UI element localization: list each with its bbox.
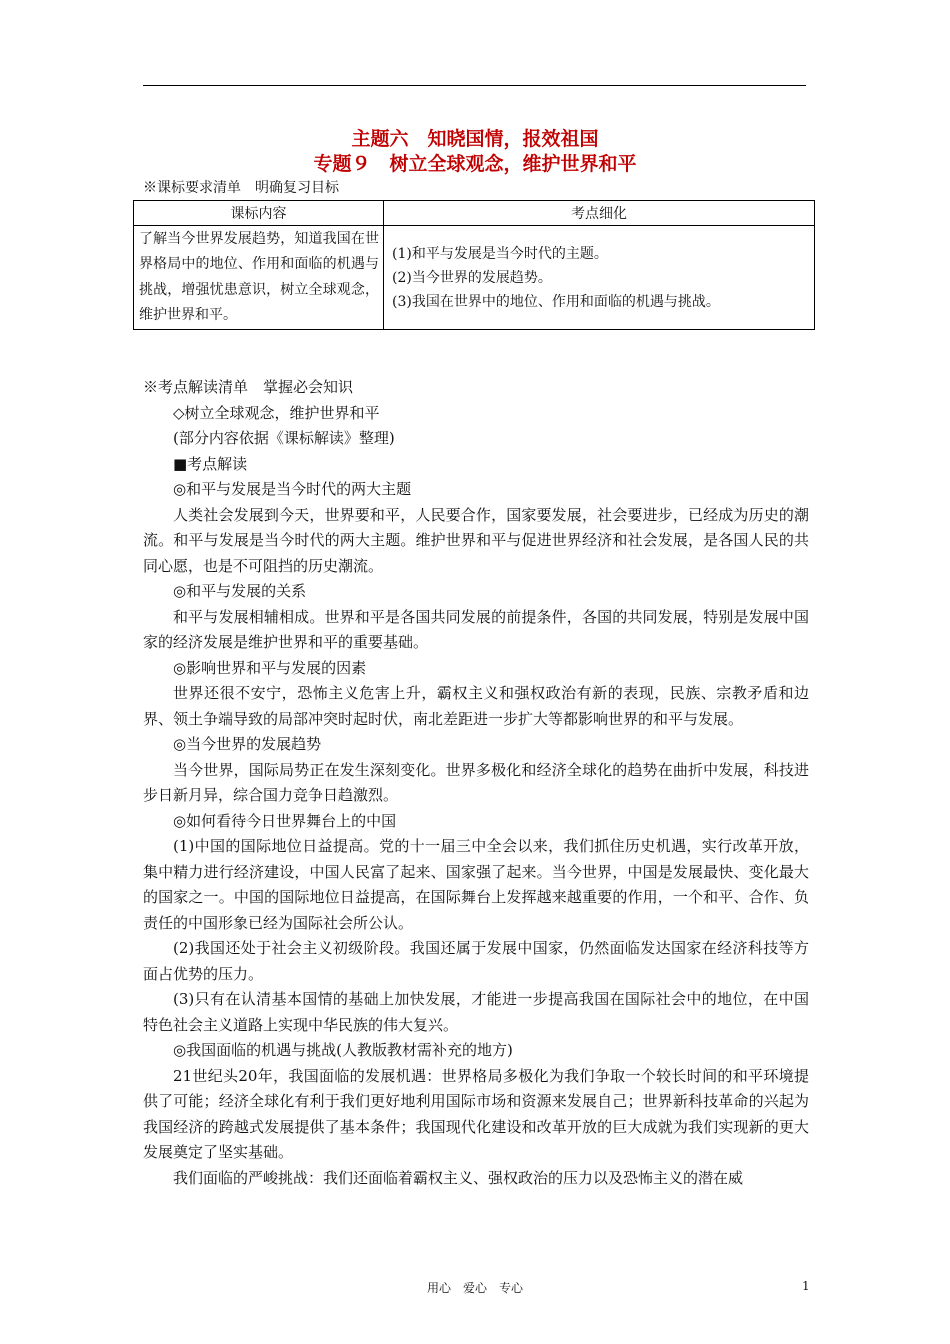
point-heading: ◎当今世界的发展趋势 <box>173 735 322 753</box>
point-heading: ◎和平与发展是当今时代的两大主题 <box>173 480 412 498</box>
source-note: (部分内容依据《课标解读》整理) <box>173 429 395 447</box>
curriculum-content-cell: 了解当今世界发展趋势，知道我国在世界格局中的地位、作用和面临的机遇与挑战，增强忧患意识，树立全球观念，维护世界和平。 <box>134 226 384 330</box>
point-heading: ◎和平与发展的关系 <box>173 582 307 600</box>
paragraph: (2)我国还处于社会主义初级阶段。我国还属于发展中国家，仍然面临发达国家在经济科技等方面占优势的压力。 <box>143 939 809 983</box>
subsection-heading: ■考点解读 <box>173 454 248 473</box>
list-item: (1)和平与发展是当今时代的主题。 <box>392 245 608 262</box>
key-points-cell <box>384 226 815 330</box>
subsection-heading: ◇树立全球观念，维护世界和平 <box>173 403 380 422</box>
body-text <box>143 375 809 1191</box>
list-item: (2)当今世界的发展趋势。 <box>392 269 552 286</box>
header-rule <box>143 85 806 86</box>
page-footer: 用心 爱心 专心 <box>426 1281 523 1295</box>
paragraph: (3)只有在认清基本国情的基础上加快发展，才能进一步提高我国在国际社会中的地位，在中国特色社会主义道路上实现中华民族的伟大复兴。 <box>143 990 809 1034</box>
section-heading: ※考点解读清单 掌握必会知识 <box>143 378 354 396</box>
list-item: (3)我国在世界中的地位、作用和面临的机遇与挑战。 <box>392 293 720 310</box>
paragraph: 和平与发展相辅相成。世界和平是各国共同发展的前提条件，各国的共同发展，特别是发展中国家的经济发展是维护世界和平的重要基础。 <box>143 607 809 651</box>
paragraph: 我们面临的严峻挑战：我们还面临着霸权主义、强权政治的压力以及恐怖主义的潜在威 <box>173 1168 744 1187</box>
section-subtitle: ※课标要求清单 明确复习目标 <box>143 180 339 196</box>
curriculum-table <box>133 200 815 330</box>
paragraph: 世界还很不安宁，恐怖主义危害上升，霸权主义和强权政治有新的表现，民族、宗教矛盾和边界、领土争端导致的局部冲突时起时伏，南北差距进一步扩大等都影响世界的和平与发展。 <box>143 684 809 728</box>
table-header-cell: 课标内容 <box>134 201 384 226</box>
point-heading: ◎影响世界和平与发展的因素 <box>173 658 367 677</box>
page-number: 1 <box>802 1279 810 1293</box>
point-heading: ◎如何看待今日世界舞台上的中国 <box>173 811 397 830</box>
paragraph: 当今世界，国际局势正在发生深刻变化。世界多极化和经济全球化的趋势在曲折中发展，科技进步日新月异，综合国力竞争日趋激烈。 <box>143 760 809 804</box>
point-heading: ◎我国面临的机遇与挑战(人教版教材需补充的地方) <box>173 1041 513 1059</box>
paragraph: (1)中国的国际地位日益提高。党的十一届三中全会以来，我们抓住历史机遇，实行改革开放，集中精力进行经济建设，中国人民富了起来、国家强了起来。当今世界，中国是发展最快、变化最大的国家之一。中国的国际地位日益提高，在国际舞台上发挥越来越重要的作用，一个和平、合作、负责任的中国形象已经为国际社会所公认。 <box>143 837 809 932</box>
main-title: 主题六 知晓国情，报效祖国 <box>351 128 599 150</box>
table-row <box>134 226 815 330</box>
table-header-row <box>134 201 815 226</box>
topic-title: 专题９ 树立全球观念，维护世界和平 <box>313 153 637 175</box>
paragraph: 人类社会发展到今天，世界要和平，人民要合作，国家要发展，社会要进步，已经成为历史的潮流。和平与发展是当今时代的两大主题。维护世界和平与促进世界经济和社会发展，是各国人民的共同心愿，也是不可阻挡的历史潮流。 <box>143 505 809 575</box>
table-header-cell: 考点细化 <box>384 201 815 226</box>
paragraph: 21世纪头20年，我国面临的发展机遇：世界格局多极化为我们争取一个较长时间的和平环境提供了可能；经济全球化有利于我们更好地利用国际市场和资源来发展自己；世界新科技革命的兴起为我国经济的跨越式发展提供了基本条件；我国现代化建设和改革开放的巨大成就为我们实现新的更大发展奠定了坚实基础。 <box>143 1066 809 1161</box>
